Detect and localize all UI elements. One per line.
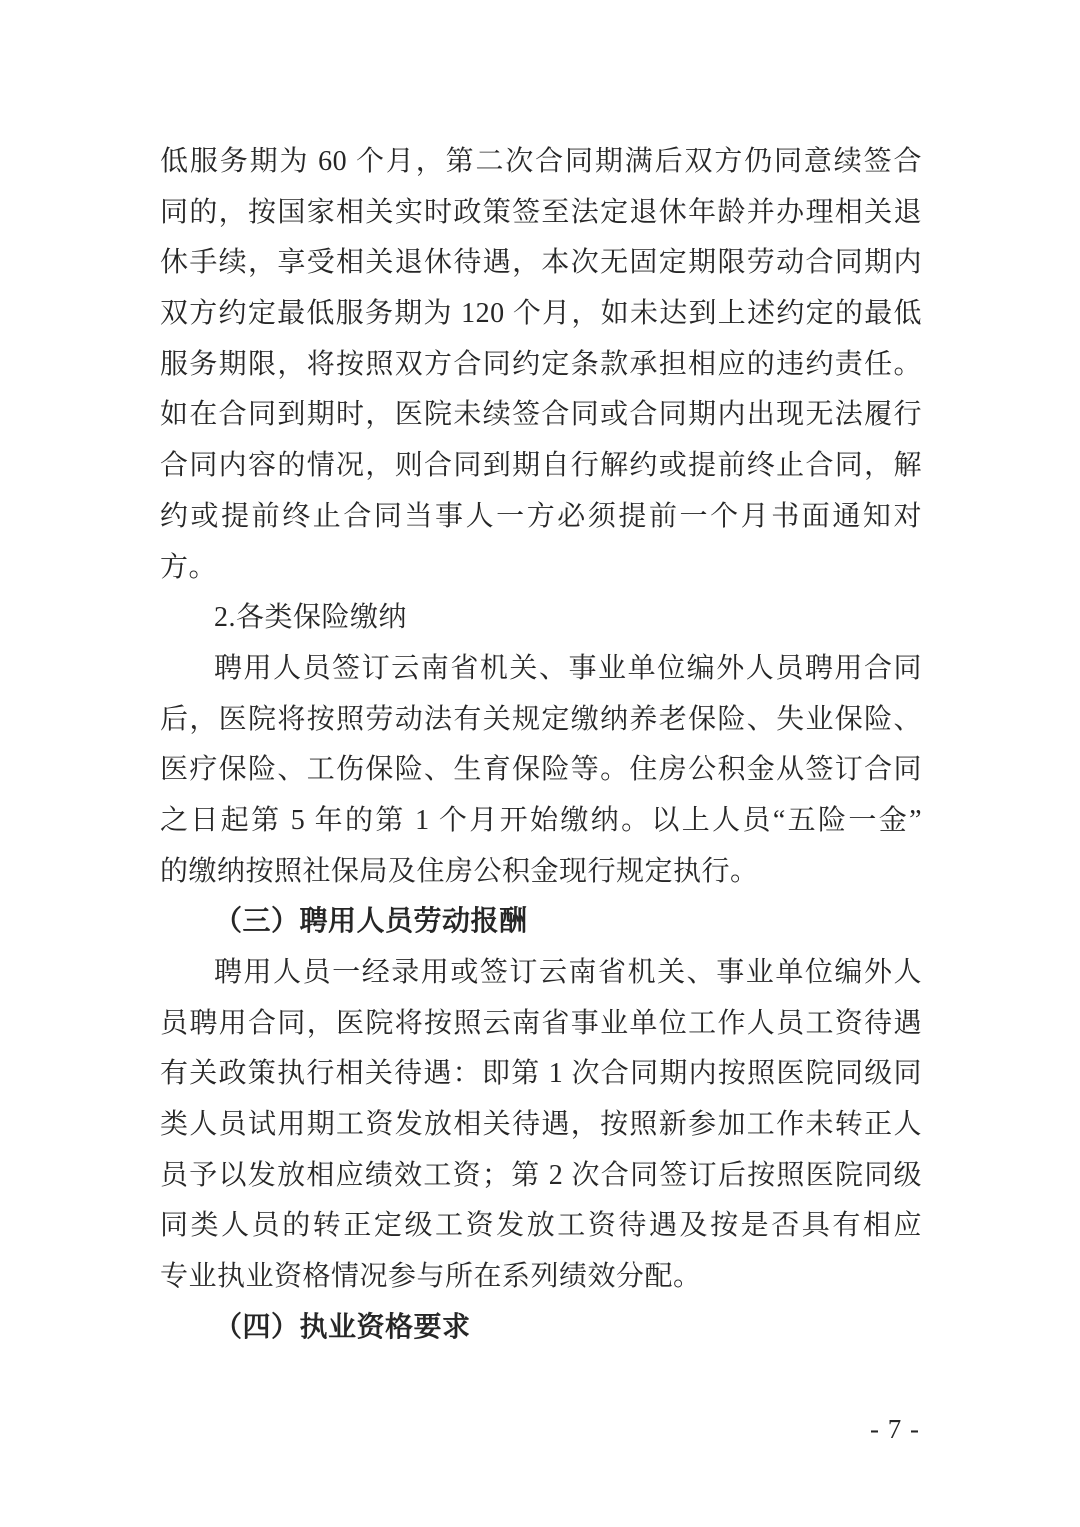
text-line: 有关政策执行相关待遇：即第 1 次合同期内按照医院同级同	[160, 1058, 922, 1090]
text-line: 员聘用合同，医院将按照云南省事业单位工作人员工资待遇	[160, 1007, 922, 1039]
page-number: - 7 -	[870, 1414, 920, 1444]
text-line: 约或提前终止合同当事人一方必须提前一个月书面通知对	[160, 500, 922, 532]
text-line: 双方约定最低服务期为 120 个月，如未达到上述约定的最低	[160, 298, 922, 330]
text-line: 之日起第 5 年的第 1 个月开始缴纳。以上人员“五险一金”	[160, 804, 922, 836]
text-line: 聘用人员一经录用或签订云南省机关、事业单位编外人	[214, 957, 922, 988]
text-line: 同类人员的转正定级工资发放工资待遇及按是否具有相应	[160, 1210, 922, 1242]
text-line: 员予以发放相应绩效工资；第 2 次合同签订后按照医院同级	[160, 1159, 922, 1191]
text-line: 2.各类保险缴纳	[214, 602, 408, 634]
text-line: 低服务期为 60 个月，第二次合同期满后双方仍同意续签合	[160, 146, 922, 177]
text-line: （三）聘用人员劳动报酬	[214, 906, 528, 938]
text-line: 合同内容的情况，则合同到期自行解约或提前终止合同，解	[160, 450, 922, 482]
text-line: 聘用人员签订云南省机关、事业单位编外人员聘用合同	[214, 652, 922, 684]
text-line: 同的，按国家相关实时政策签至法定退休年龄并办理相关退	[160, 196, 922, 228]
text-line: 方。	[160, 551, 218, 583]
text-line: 专业执业资格情况参与所在系列绩效分配。	[160, 1261, 702, 1293]
text-line: 医疗保险、工伤保险、生育保险等。住房公积金从签订合同	[160, 754, 922, 786]
text-line: 休手续，享受相关退休待遇，本次无固定期限劳动合同期内	[160, 247, 922, 279]
text-line: 服务期限，将按照双方合同约定条款承担相应的违约责任。	[160, 348, 922, 380]
text-line: （四）执业资格要求	[214, 1311, 471, 1343]
text-line: 后，医院将按照劳动法有关规定缴纳养老保险、失业保险、	[160, 703, 922, 735]
text-line: 类人员试用期工资发放相关待遇，按照新参加工作未转正人	[160, 1109, 922, 1141]
text-line: 的缴纳按照社保局及住房公积金现行规定执行。	[160, 855, 759, 887]
document-body	[160, 137, 922, 1354]
text-line: 如在合同到期时，医院未续签合同或合同期内出现无法履行	[160, 399, 922, 431]
